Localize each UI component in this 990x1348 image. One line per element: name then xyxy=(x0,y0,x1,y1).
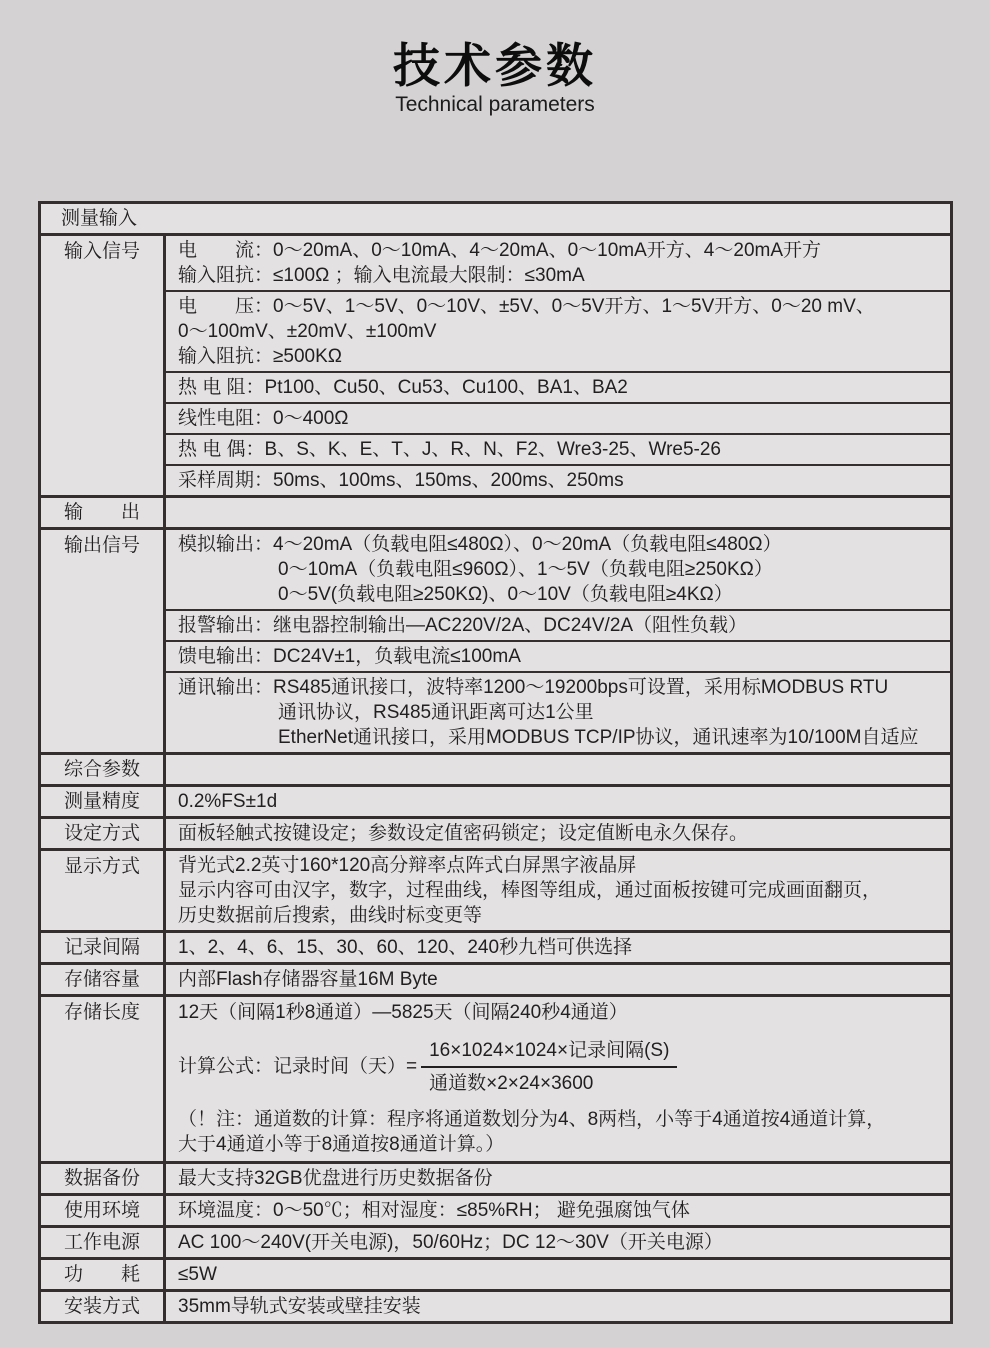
row-data-backup xyxy=(41,1161,950,1193)
section-row-output xyxy=(41,495,950,527)
spec-line: 热 电 偶：B、S、K、E、T、J、R、N、F2、Wre3-25、Wre5-26 xyxy=(178,438,721,460)
spec-group-comm-output xyxy=(166,671,950,752)
page-title: 技术参数 xyxy=(393,39,597,92)
formula-fraction xyxy=(421,1038,677,1096)
formula-numerator: 16×1024×1024×记录间隔(S) xyxy=(421,1038,677,1068)
row-value: 0.2%FS±1d xyxy=(178,790,278,812)
row-content xyxy=(166,997,950,1161)
row-content xyxy=(166,530,950,752)
row-power-consumption xyxy=(41,1257,950,1289)
row-content xyxy=(166,851,950,930)
spec-note-line: （！注：通道数的计算：程序将通道数划分为4、8两档，小等于4通道按4通道计算， xyxy=(178,1108,886,1130)
section-row-measurement-input xyxy=(41,204,950,233)
spec-line: 通讯输出：RS485通讯接口，波特率1200～19200bps可设置，采用标MODBUS RTU xyxy=(178,676,889,698)
row-storage-capacity xyxy=(41,962,950,994)
page-subtitle: Technical parameters xyxy=(395,92,595,116)
row-label: 显示方式 xyxy=(41,851,166,930)
spec-line: 电 流：0～20mA、0～10mA、4～20mA、0～10mA开方、4～20mA开方 xyxy=(178,239,822,261)
spec-line: 馈电输出：DC24V±1，负载电流≤100mA xyxy=(178,645,521,667)
row-value: 35mm导轨式安装或壁挂安装 xyxy=(178,1295,421,1317)
spec-line: 通讯协议，RS485通讯距离可达1公里 xyxy=(278,701,594,723)
spec-note-line: 大于4通道小等于8通道按8通道计算。） xyxy=(178,1133,505,1155)
row-label: 输出信号 xyxy=(41,530,166,752)
row-value: 面板轻触式按键设定；参数设定值密码锁定；设定值断电永久保存。 xyxy=(178,822,749,844)
spec-line: 采样周期：50ms、100ms、150ms、200ms、250ms xyxy=(178,469,624,491)
section-label: 输 出 xyxy=(41,498,166,527)
spec-group-alarm-output xyxy=(166,609,950,640)
spec-group-feed-output xyxy=(166,640,950,671)
row-power-supply xyxy=(41,1225,950,1257)
section-row-general-params xyxy=(41,752,950,784)
spec-group-thermocouple xyxy=(166,433,950,464)
spec-group-analog-output xyxy=(166,530,950,609)
spec-line: 输入阻抗：≥500KΩ xyxy=(178,345,343,367)
row-value: 最大支持32GB优盘进行历史数据备份 xyxy=(178,1167,493,1189)
spec-group-sampling-period xyxy=(166,464,950,495)
spec-line: 0～100mV、±20mV、±100mV xyxy=(178,320,437,342)
spec-table xyxy=(38,201,953,1324)
spec-group-rtd xyxy=(166,371,950,402)
spec-line: 报警输出：继电器控制输出—AC220V/2A、DC24V/2A（阻性负载） xyxy=(178,614,748,636)
spec-line: 12天（间隔1秒8通道）—5825天（间隔240秒4通道） xyxy=(178,1001,628,1023)
row-label: 存储容量 xyxy=(41,965,166,994)
spec-group-linear-resistance xyxy=(166,402,950,433)
row-label: 安装方式 xyxy=(41,1292,166,1321)
formula-denominator: 通道数×2×24×3600 xyxy=(429,1072,594,1094)
spec-line: 显示内容可由汉字，数字，过程曲线，棒图等组成，通过面板按键可完成画面翻页， xyxy=(178,879,882,901)
row-content-empty xyxy=(166,498,950,527)
spec-line: 0～10mA（负载电阻≤960Ω）、1～5V（负载电阻≥250KΩ） xyxy=(278,558,773,580)
page-header xyxy=(0,0,990,117)
spec-line: 线性电阻：0～400Ω xyxy=(178,407,349,429)
row-label: 设定方式 xyxy=(41,819,166,848)
spec-line: 热 电 阻：Pt100、Cu50、Cu53、Cu100、BA1、BA2 xyxy=(178,376,628,398)
row-label: 记录间隔 xyxy=(41,933,166,962)
row-label: 测量精度 xyxy=(41,787,166,816)
formula-prefix: 计算公式：记录时间（天）= xyxy=(178,1056,418,1078)
row-record-interval xyxy=(41,930,950,962)
row-content xyxy=(166,236,950,495)
row-value: 1、2、4、6、15、30、60、120、240秒九档可供选择 xyxy=(178,936,633,958)
spec-line: 输入阻抗：≤100Ω ；输入电流最大限制：≤30mA xyxy=(178,264,585,286)
row-installation-method xyxy=(41,1289,950,1321)
spec-line: 0～5V(负载电阻≥250KΩ)、0～10V（负载电阻≥4KΩ） xyxy=(278,583,733,605)
row-storage-length xyxy=(41,994,950,1161)
row-value: AC 100～240V(开关电源)，50/60Hz；DC 12～30V（开关电源） xyxy=(178,1231,723,1253)
row-label: 存储长度 xyxy=(41,997,166,1161)
row-output-signal xyxy=(41,527,950,752)
spec-line: 背光式2.2英寸160*120高分辩率点阵式白屏黑字液晶屏 xyxy=(178,854,637,876)
row-label: 输入信号 xyxy=(41,236,166,495)
row-operating-environment xyxy=(41,1193,950,1225)
row-content-empty xyxy=(166,755,950,784)
row-value: 环境温度：0～50℃；相对湿度：≤85%RH； 避免强腐蚀气体 xyxy=(178,1199,690,1221)
spec-line: EtherNet通讯接口，采用MODBUS TCP/IP协议，通讯速率为10/100M自适应 xyxy=(278,726,919,748)
storage-formula xyxy=(178,1038,942,1096)
row-input-signal xyxy=(41,233,950,495)
row-label: 数据备份 xyxy=(41,1164,166,1193)
spec-group-voltage xyxy=(166,290,950,371)
spec-line: 电 压：0～5V、1～5V、0～10V、±5V、0～5V开方、1～5V开方、0～20 mV、 xyxy=(178,295,875,317)
row-display-method xyxy=(41,848,950,930)
row-label: 功 耗 xyxy=(41,1260,166,1289)
section-label: 综合参数 xyxy=(41,755,166,784)
row-measurement-accuracy xyxy=(41,784,950,816)
row-value: ≤5W xyxy=(178,1263,217,1285)
row-label: 工作电源 xyxy=(41,1228,166,1257)
row-setting-method xyxy=(41,816,950,848)
spec-line: 历史数据前后搜索，曲线时标变更等 xyxy=(178,904,483,926)
spec-line: 模拟输出：4～20mA（负载电阻≤480Ω）、0～20mA（负载电阻≤480Ω） xyxy=(178,533,782,555)
row-value: 内部Flash存储器容量16M Byte xyxy=(178,968,438,990)
row-label: 使用环境 xyxy=(41,1196,166,1225)
section-label: 测量输入 xyxy=(61,207,138,229)
spec-group-current xyxy=(166,236,950,290)
